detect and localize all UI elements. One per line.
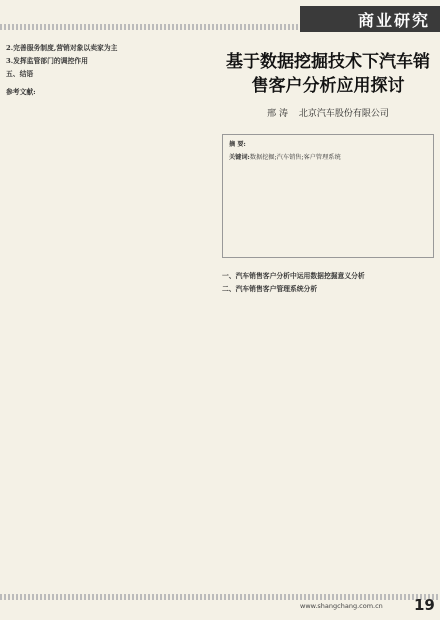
left-column [6,40,214,580]
left-section-heading: 五、结语 [6,70,34,79]
references-heading: 参考文献: [6,87,36,96]
abstract-box [222,134,434,258]
keywords-text: 数据挖掘;汽车销售;客户管理系统 [249,154,341,162]
section-tag: 商业研究 [300,6,440,32]
page-number: 19 [414,596,435,614]
article-title: 基于数据挖掘技术下汽车销售客户分析应用探讨 [226,52,430,96]
keywords-label: 关键词: [229,154,250,162]
footer-dotted-rule [0,594,440,600]
right-section-heading: 一、汽车销售客户分析中运用数据挖掘意义分析 [222,272,365,280]
header-dotted-rule [0,24,300,30]
left-section-heading: 2.完善服务制度,营销对象以卖家为主 [6,44,118,52]
author-affiliation: 北京汽车股份有限公司 [298,109,389,119]
page-header [0,0,440,38]
right-body [222,268,434,580]
right-column [222,40,434,580]
author-line [222,110,434,119]
page-footer [0,590,440,620]
abstract-label: 摘 要: [229,141,246,148]
right-section-heading: 二、汽车销售客户管理系统分析 [222,285,318,294]
left-section-heading: 3.发挥监管部门的调控作用 [6,57,88,66]
author-name: 邢 涛 [267,109,288,119]
footer-url: www.shangchang.com.cn [300,602,383,610]
